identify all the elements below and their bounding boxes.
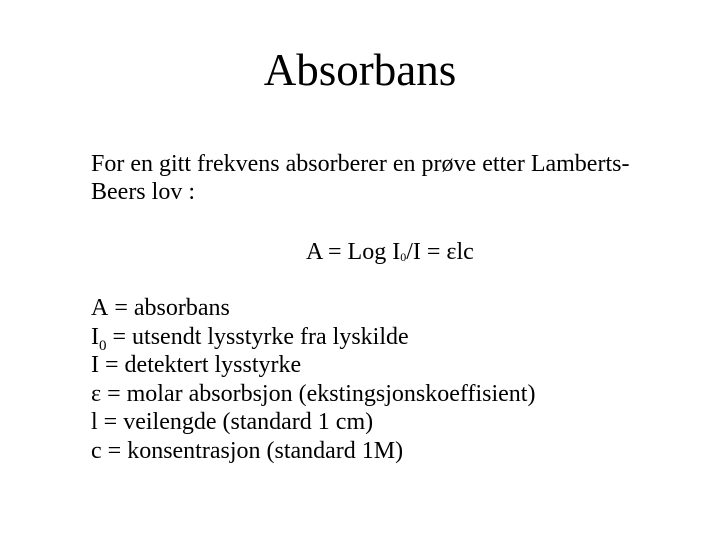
definitions-list: [91, 294, 535, 465]
beer-lambert-formula: [306, 238, 474, 271]
definition-text: = veilengde (standard 1 cm): [97, 409, 374, 435]
definition-text: = molar absorbsjon (ekstingsjonskoeffisient): [101, 380, 536, 407]
slide-title: Absorbans: [263, 45, 457, 95]
definition-symbol: A: [91, 295, 109, 321]
definition-symbol: ε: [91, 380, 102, 407]
definition-text: = detektert lysstyrke: [99, 352, 302, 378]
definition-symbol: l: [91, 409, 98, 435]
formula-suffix: /I = εlc: [406, 239, 474, 265]
definition-symbol: I: [91, 323, 99, 350]
definition-text: = utsendt lysstyrke fra lyskilde: [106, 323, 409, 350]
definition-row: [91, 380, 535, 409]
definition-symbol: I: [91, 352, 99, 378]
definition-row: [91, 323, 535, 352]
formula-prefix: A = Log I: [306, 239, 401, 265]
definition-row: [91, 351, 535, 380]
formula-subscript: 0: [400, 250, 407, 264]
definition-row: [91, 437, 535, 466]
definition-text: = absorbans: [108, 295, 230, 321]
definition-row: [91, 294, 535, 323]
definition-symbol: c: [91, 437, 102, 464]
definition-row: [91, 408, 535, 437]
intro-text: For en gitt frekvens absorberer en prøve etter Lamberts-Beers lov :: [91, 151, 630, 205]
definition-subscript: 0: [99, 337, 107, 354]
definition-text: = konsentrasjon (standard 1M): [101, 437, 404, 464]
